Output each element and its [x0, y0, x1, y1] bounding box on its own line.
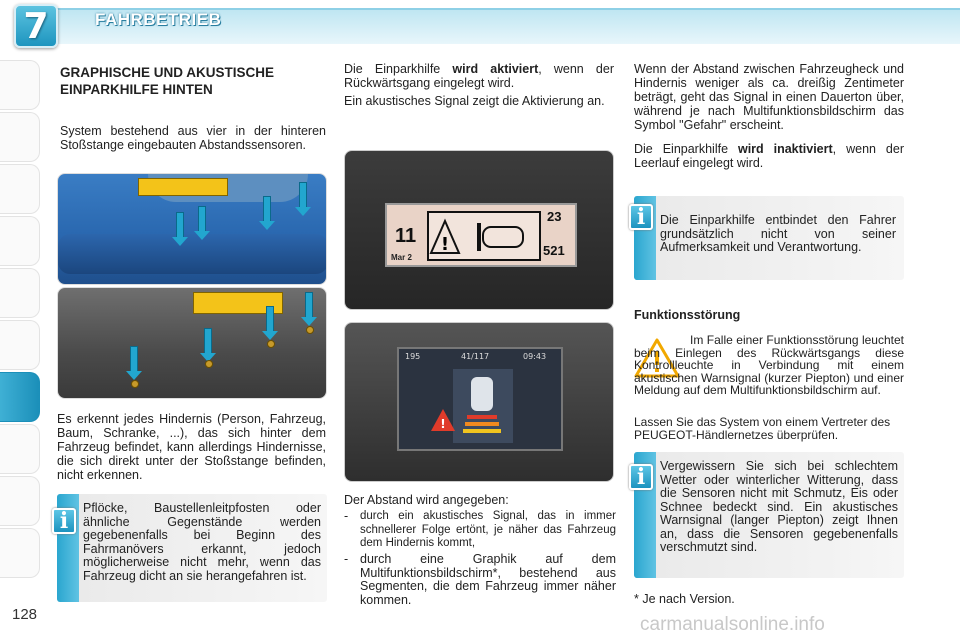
sensor-arrow-icon — [263, 196, 271, 222]
sensor-arrow-icon — [266, 306, 274, 332]
sensor-dot — [205, 360, 213, 368]
svg-text:!: ! — [440, 234, 450, 255]
watermark: carmanualsonline.info — [640, 614, 825, 635]
parking-frame — [427, 211, 541, 261]
acoustic-text: Ein akustisches Signal zeigt die Aktivierung an. — [344, 94, 605, 108]
distance-intro: Der Abstand wird angegeben: — [344, 493, 509, 507]
malfunction-text: Im Falle einer Funktionsstörung leuchtet beim Einlegen des Rückwärtsgangs diese Kontrollleuchte in Verbindung mit einem akustischen Warnsignal (kurzer Piepton) und einer Meldung auf dem Multifunktionsbildschirm auf. — [634, 333, 904, 398]
multifunction-screen — [397, 347, 563, 451]
malfunction-title: Funktionsstörung — [634, 308, 741, 322]
info-box-responsibility — [634, 196, 904, 280]
lcd-date: Mar 2 — [391, 253, 412, 262]
svg-text:!: ! — [440, 417, 446, 431]
chapter-tab-10[interactable] — [0, 528, 40, 578]
screen-top-mid: 41/117 — [461, 352, 490, 361]
info-box-weather-text: Vergewissern Sie sich bei schlechtem Wetter oder winterlicher Witterung, dass die Sensoren nicht mit Schmutz, Eis oder Schnee bedeckt sind. Ein akustisches Warnsignal (langer Piepton) zeigt Ihnen an, dass die Sensoren gegebenenfalls verschmutzt sind. — [660, 459, 898, 554]
page-header — [0, 0, 960, 50]
parking-graphic — [403, 365, 559, 447]
info-box-weather — [634, 452, 904, 578]
activation-text-pre: Die Einparkhilfe — [344, 62, 453, 76]
lcd-right-bottom: 521 — [543, 243, 565, 258]
info-box-objects — [57, 494, 327, 602]
sensor-dot — [267, 340, 275, 348]
info-box-responsibility-text: Die Einparkhilfe entbindet den Fahrer grundsätzlich nicht von seiner Aufmerksamkeit und Verantwortung. — [660, 213, 896, 254]
lcd-left-value: 11 — [395, 225, 417, 247]
chapter-number: 7 — [23, 6, 49, 47]
sensor-arrow-icon — [204, 328, 212, 354]
sensor-arrow-icon — [299, 182, 307, 208]
list-item-text: durch ein akustisches Signal, das in immer schnellerer Folge ertönt, je näher das Fahrzeug dem Hindernis kommt, — [360, 510, 616, 549]
license-plate — [138, 178, 228, 196]
car-sensor-graphic — [429, 213, 539, 259]
lcd-right-top: 23 — [547, 209, 562, 224]
sensor-arrow-icon — [305, 292, 313, 318]
distance-text: Wenn der Abstand zwischen Fahrzeugheck und Hindernis weniger als ca. dreißig Zentimeter beträgt, geht das Signal in einen Dauerton über, während je nach Multifunktionsbildschirm das Symbol "Gefahr" erscheint. — [634, 62, 904, 132]
car-bumper-illustration — [57, 287, 327, 399]
info-icon: i — [629, 464, 653, 490]
chapter-tab-6[interactable] — [0, 320, 40, 370]
info-icon: i — [52, 508, 76, 534]
chapter-tab-9[interactable] — [0, 476, 40, 526]
car-rear-illustration — [57, 173, 327, 285]
chapter-badge — [14, 4, 58, 48]
sensor-arrow-icon — [176, 212, 184, 238]
deactivation-text-pre: Die Einparkhilfe — [634, 142, 738, 156]
obstacle-text: Es erkennt jedes Hindernis (Person, Fahrzeug, Baum, Schranke, ...), das sich hinter dem Fahrzeug befindet, kann allerdings Hindernisse, die sich direkt unter der Stoßstange befinden, nicht erkennen. — [57, 412, 326, 482]
screen-top-right: 09:43 — [523, 352, 547, 361]
multifunction-display-illustration — [344, 322, 614, 482]
lcd-screen — [385, 203, 577, 267]
rear-bumper — [58, 234, 327, 274]
deactivation-text — [634, 142, 904, 170]
deactivation-text-bold: wird inaktiviert — [737, 142, 833, 156]
sensor-arrow-icon — [198, 206, 206, 232]
list-dash: - — [344, 552, 349, 566]
chapter-tab-1[interactable] — [0, 60, 40, 110]
malfunction-check: Lassen Sie das System von einem Vertreter des PEUGEOT-Händlernetzes überprüfen. — [634, 415, 891, 442]
chapter-tab-8[interactable] — [0, 424, 40, 474]
activation-text-bold: wird aktiviert — [452, 62, 539, 76]
deactivation-text-post: , wenn der Leerlauf eingelegt wird. — [634, 142, 904, 170]
screen-top-left: 195 — [405, 352, 421, 361]
chapter-title: FAHRBETRIEB — [95, 10, 222, 29]
info-box-objects-text: Pflöcke, Baustellenleitpfosten oder ähnliche Gegenstände werden gegebenenfalls bei Beginn des Fahrmanövers erkannt, jedoch möglicherweise nicht mehr, wenn das Fahrzeug dicht an sie herangefahren ist. — [83, 501, 321, 583]
info-icon: i — [629, 204, 653, 230]
activation-text-post: , wenn der Rückwärtsgang eingelegt wird. — [344, 62, 614, 90]
intro-text: System bestehend aus vier in der hinteren Stoßstange eingebauten Abstandssensoren. — [60, 124, 326, 152]
chapter-tab-4[interactable] — [0, 216, 40, 266]
section-title: GRAPHISCHE UND AKUSTISCHE EINPARKHILFE HINTEN — [60, 65, 275, 97]
footnote: * Je nach Version. — [634, 592, 735, 606]
sensor-arrow-icon — [130, 346, 138, 372]
dashboard-display-illustration — [344, 150, 614, 310]
chapter-tab-3[interactable] — [0, 164, 40, 214]
sensor-dot — [131, 380, 139, 388]
chapter-tab-7-active[interactable] — [0, 372, 40, 422]
page-number: 128 — [12, 606, 38, 623]
sensor-dot — [306, 326, 314, 334]
list-dash: - — [344, 509, 349, 523]
activation-text — [344, 62, 614, 90]
list-item-text: durch eine Graphik auf dem Multifunktionsbildschirm*, bestehend aus Segmenten, die dem Fahrzeug immer näher kommen. — [360, 552, 616, 607]
chapter-tab-5[interactable] — [0, 268, 40, 318]
chapter-tab-2[interactable] — [0, 112, 40, 162]
